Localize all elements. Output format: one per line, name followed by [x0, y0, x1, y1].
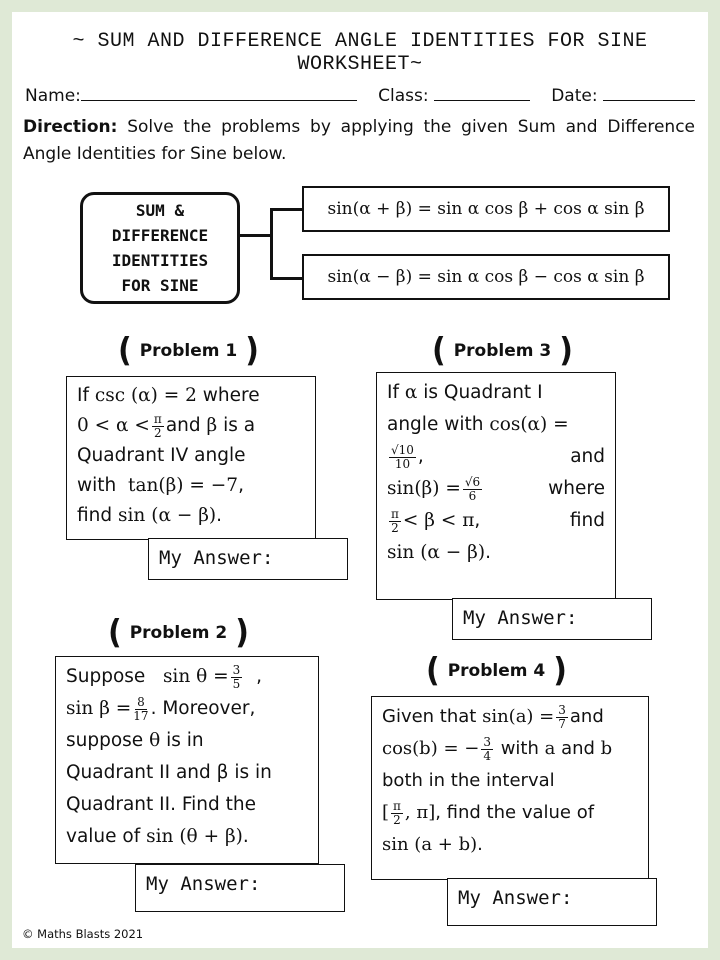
student-info-line — [25, 84, 695, 106]
problem-4-heading: ( Problem 4 ) — [426, 651, 567, 690]
connector-bracket — [270, 208, 303, 280]
problem-3-heading: ( Problem 3 ) — [432, 331, 573, 370]
problem-2-box: Suppose sin θ = $\frac{3}{5}$ , sin β = $\frac{8}{17}$ . Moreover, suppose θ is in Quadrant II and β is in Quadrant II. Find the value of sin (θ + β). — [55, 656, 319, 864]
answer-label: My Answer: — [159, 547, 274, 569]
copyright-footer: © Maths Blasts 2021 — [22, 927, 144, 941]
page-title: ~ SUM AND DIFFERENCE ANGLE IDENTITIES FOR SINE WORKSHEET~ — [72, 30, 648, 76]
problem-1-answer-box[interactable] — [148, 538, 348, 580]
direction-body: Solve the problems by applying the given Sum and Difference Angle Identities for Sine below. — [23, 117, 695, 164]
class-field[interactable] — [378, 84, 530, 106]
identities-label-box — [80, 192, 240, 304]
name-field[interactable] — [25, 84, 357, 106]
problem-3-label: Problem 3 — [453, 341, 552, 361]
problem-4-label: Problem 4 — [447, 661, 546, 681]
worksheet-page — [12, 12, 708, 948]
problem-2-answer-box[interactable] — [135, 864, 345, 912]
problem-1-box: If csc (α) = 2 where 0 < α < $\frac{\pi}{2}$ and β is a Quadrant IV angle with tan(β) = −7, find sin (α − β). — [66, 376, 316, 540]
direction-text — [23, 114, 695, 168]
problem-4-answer-box[interactable] — [447, 878, 657, 926]
answer-label: My Answer: — [463, 607, 578, 629]
problem-1-heading: ( Problem 1 ) — [118, 331, 259, 370]
name-label: Name: — [25, 86, 81, 106]
answer-label: My Answer: — [146, 873, 261, 895]
problem-2-label: Problem 2 — [129, 623, 228, 643]
difference-formula: sin(α − β) = sin α cos β − cos α sin β — [327, 267, 645, 287]
difference-formula-box — [302, 254, 670, 300]
problem-1-label: Problem 1 — [139, 341, 238, 361]
sum-formula-box — [302, 186, 670, 232]
class-label: Class: — [378, 86, 429, 106]
problem-3-box: If α is Quadrant I angle with cos(α) = $\frac{√10}{10}$ , and sin(β) = $\frac{√6}{6}$ where $\frac{\pi}{2}$ < β < π, find sin (α − β). — [376, 372, 616, 600]
problem-3-answer-box[interactable] — [452, 598, 652, 640]
date-field[interactable] — [551, 84, 695, 106]
sum-formula: sin(α + β) = sin α cos β + cos α sin β — [327, 199, 645, 219]
answer-label: My Answer: — [458, 887, 573, 909]
connector-stem — [240, 234, 270, 237]
problem-2-heading: ( Problem 2 ) — [108, 613, 249, 652]
direction-label: Direction: — [23, 117, 118, 137]
problem-4-box: Given that sin(a) = $\frac{3}{7}$ and cos(b) = − $\frac{3}{4}$ with a and b both in the interval [ $\frac{\pi}{2}$ , π], find the value of sin (a + b). — [371, 696, 649, 880]
identities-box-label: SUM & DIFFERENCE IDENTITIES FOR SINE — [111, 201, 209, 295]
date-label: Date: — [551, 86, 598, 106]
